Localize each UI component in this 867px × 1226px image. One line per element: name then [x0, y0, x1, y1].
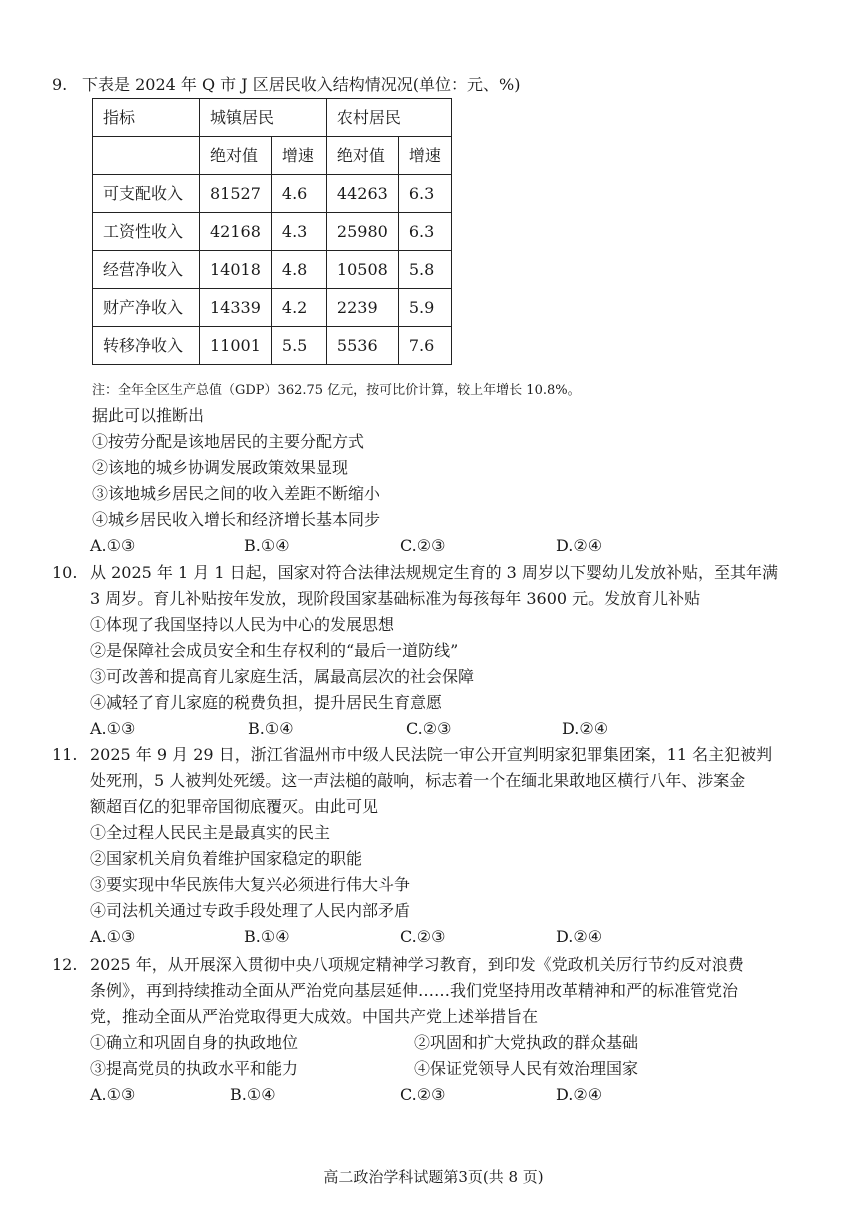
table-cell: 42168	[200, 213, 272, 251]
statement-item: ②是保障社会成员安全和生存权利的“最后一道防线”	[90, 641, 459, 660]
table-cell: 25980	[326, 213, 398, 251]
table-cell: 6.3	[398, 213, 451, 251]
statement-item: ④减轻了育儿家庭的税费负担，提升居民生育意愿	[90, 693, 443, 712]
table-cell: 81527	[200, 175, 272, 213]
statement-item: ②巩固和扩大党执政的群众基础	[414, 1033, 639, 1052]
table-cell: 财产净收入	[93, 289, 200, 327]
table-header-cell: 农村居民	[326, 99, 451, 137]
option-a[interactable]: A.①③	[90, 719, 136, 738]
table-note: 注：全年全区生产总值（GDP）362.75 亿元，按可比价计算，较上年增长 10.8%。	[92, 383, 581, 398]
question-stem-line: 党，推动全面从严治党取得更大成效。中国共产党上述举措旨在	[90, 1007, 539, 1026]
statement-item: ①全过程人民民主是最真实的民主	[90, 823, 331, 842]
table-row	[93, 213, 452, 251]
option-c[interactable]: C.②③	[400, 927, 446, 946]
option-d[interactable]: D.②④	[562, 719, 609, 738]
question-number: 9.	[52, 75, 68, 94]
table-cell: 4.6	[271, 175, 326, 213]
statement-item: ①体现了我国坚持以人民为中心的发展思想	[90, 615, 395, 634]
statement-item: ③提高党员的执政水平和能力	[90, 1059, 299, 1078]
option-c[interactable]: C.②③	[406, 719, 452, 738]
table-row	[93, 175, 452, 213]
question-stem-line: 额超百亿的犯罪帝国彻底覆灭。由此可见	[90, 797, 379, 816]
table-subheader-row	[93, 137, 452, 175]
statement-item: ②国家机关肩负着维护国家稳定的职能	[90, 849, 363, 868]
table-row	[93, 327, 452, 365]
statement-item: ①确立和巩固自身的执政地位	[90, 1033, 299, 1052]
option-a[interactable]: A.①③	[90, 927, 136, 946]
table-header-cell	[93, 137, 200, 175]
option-c[interactable]: C.②③	[400, 536, 446, 555]
table-header-cell: 绝对值	[326, 137, 398, 175]
option-b[interactable]: B.①④	[248, 719, 294, 738]
table-cell: 4.2	[271, 289, 326, 327]
question-stem-line: 2025 年，从开展深入贯彻中央八项规定精神学习教育，到印发《党政机关厉行节约反对浪费	[90, 955, 744, 974]
option-b[interactable]: B.①④	[244, 536, 290, 555]
table-header-cell: 城镇居民	[200, 99, 327, 137]
table-cell: 转移净收入	[93, 327, 200, 365]
income-table	[92, 98, 452, 365]
question-number: 12.	[52, 955, 78, 974]
question-stem-line: 从 2025 年 1 月 1 日起，国家对符合法律法规规定生育的 3 周岁以下婴幼儿发放补贴，至其年满	[90, 563, 778, 582]
statement-item: ④保证党领导人民有效治理国家	[414, 1059, 639, 1078]
table-cell: 7.6	[398, 327, 451, 365]
option-b[interactable]: B.①④	[230, 1085, 276, 1104]
statement-item: ③可改善和提高育儿家庭生活，属最高层次的社会保障	[90, 667, 475, 686]
question-stem-line: 处死刑，5 人被判处死缓。这一声法槌的敲响，标志着一个在缅北果敢地区横行八年、涉案金	[90, 771, 746, 790]
option-d[interactable]: D.②④	[556, 1085, 603, 1104]
table-cell: 6.3	[398, 175, 451, 213]
table-cell: 工资性收入	[93, 213, 200, 251]
statement-item: ①按劳分配是该地居民的主要分配方式	[92, 432, 365, 451]
table-cell: 5.5	[271, 327, 326, 365]
table-cell: 4.8	[271, 251, 326, 289]
question-number: 11.	[52, 745, 78, 764]
table-header-cell: 绝对值	[200, 137, 272, 175]
option-d[interactable]: D.②④	[556, 536, 603, 555]
table-cell: 4.3	[271, 213, 326, 251]
question-stem-line: 3 周岁。育儿补贴按年发放，现阶段国家基础标准为每孩每年 3600 元。发放育儿补贴	[90, 589, 701, 608]
table-cell: 5.8	[398, 251, 451, 289]
table-cell: 可支配收入	[93, 175, 200, 213]
statement-item: ②该地的城乡协调发展政策效果显现	[92, 458, 349, 477]
table-header-cell: 指标	[93, 99, 200, 137]
statement-item: ④城乡居民收入增长和经济增长基本同步	[92, 510, 381, 529]
table-cell: 5536	[326, 327, 398, 365]
option-a[interactable]: A.①③	[90, 1085, 136, 1104]
question-stem-line: 2025 年 9 月 29 日，浙江省温州市中级人民法院一审公开宣判明家犯罪集团案，11 名主犯被判	[90, 745, 773, 764]
page-footer: 高二政治学科试题第3页(共 8 页)	[323, 1168, 544, 1186]
option-b[interactable]: B.①④	[244, 927, 290, 946]
question-lead: 据此可以推断出	[92, 406, 205, 425]
table-cell: 14018	[200, 251, 272, 289]
option-d[interactable]: D.②④	[556, 927, 603, 946]
table-header-cell: 增速	[271, 137, 326, 175]
table-cell: 11001	[200, 327, 272, 365]
table-cell: 14339	[200, 289, 272, 327]
table-row	[93, 251, 452, 289]
option-c[interactable]: C.②③	[400, 1085, 446, 1104]
question-number: 10.	[52, 563, 78, 582]
statement-item: ③该地城乡居民之间的收入差距不断缩小	[92, 484, 381, 503]
table-cell: 2239	[326, 289, 398, 327]
option-a[interactable]: A.①③	[90, 536, 136, 555]
statement-item: ③要实现中华民族伟大复兴必须进行伟大斗争	[90, 875, 411, 894]
question-stem-line: 条例》，再到持续推动全面从严治党向基层延伸……我们党坚持用改革精神和严的标准管党治	[90, 981, 739, 1000]
table-header-row	[93, 99, 452, 137]
table-cell: 5.9	[398, 289, 451, 327]
table-header-cell: 增速	[398, 137, 451, 175]
question-stem: 下表是 2024 年 Q 市 J 区居民收入结构情况况(单位：元、%)	[82, 75, 521, 94]
table-cell: 10508	[326, 251, 398, 289]
statement-item: ④司法机关通过专政手段处理了人民内部矛盾	[90, 901, 411, 920]
table-row	[93, 289, 452, 327]
table-cell: 经营净收入	[93, 251, 200, 289]
table-cell: 44263	[326, 175, 398, 213]
